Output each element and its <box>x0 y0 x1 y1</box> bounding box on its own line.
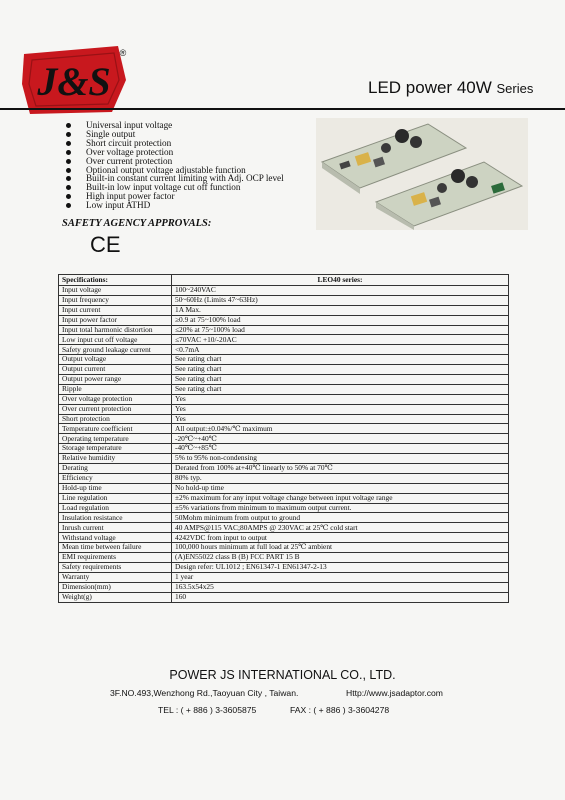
table-row <box>59 404 509 414</box>
table-row <box>59 414 509 424</box>
spec-value-cell: 40 AMPS@115 VAC;80AMPS @ 230VAC at 25℃ cold start <box>172 523 509 533</box>
spec-name-cell: Output current <box>59 365 172 375</box>
spec-value-cell: 1 year <box>172 572 509 582</box>
spec-name-cell: Warranty <box>59 572 172 582</box>
spec-name-cell: Safety requirements <box>59 562 172 572</box>
table-row <box>59 454 509 464</box>
table-row <box>59 335 509 345</box>
feature-item: Single output <box>66 130 284 139</box>
spec-name-cell: Derating <box>59 464 172 474</box>
spec-name-cell: Weight(g) <box>59 592 172 602</box>
feature-item: Short circuit protection <box>66 139 284 148</box>
logo-text: J&S <box>37 59 111 104</box>
spec-name-cell: Over voltage protection <box>59 394 172 404</box>
spec-value-cell: -40℃~+85℃ <box>172 444 509 454</box>
spec-value-cell: 100,000 hours minimum at full load at 25℃ ambient <box>172 543 509 553</box>
table-row <box>59 483 509 493</box>
table-row <box>59 394 509 404</box>
spec-value-cell: 50~60Hz (Limits 47~63Hz) <box>172 295 509 305</box>
spec-value-cell: ±2% maximum for any input voltage change between input voltage range <box>172 493 509 503</box>
spec-value-cell: 100~240VAC <box>172 286 509 296</box>
company-address: 3F.NO.493,Wenzhong Rd.,Taoyuan City , Taiwan. <box>110 688 299 698</box>
spec-name-cell: Operating temperature <box>59 434 172 444</box>
table-row <box>59 464 509 474</box>
spec-value-cell: 80% typ. <box>172 473 509 483</box>
spec-value-cell: ≤20% at 75~100% load <box>172 325 509 335</box>
table-header-name: Specifications: <box>59 275 172 286</box>
spec-value-cell: 5% to 95% non-condensing <box>172 454 509 464</box>
spec-name-cell: Ripple <box>59 384 172 394</box>
feature-item: Over voltage protection <box>66 148 284 157</box>
table-row <box>59 315 509 325</box>
table-header-value: LEO40 series: <box>172 275 509 286</box>
table-row <box>59 375 509 385</box>
feature-item: Over current protection <box>66 157 284 166</box>
spec-name-cell: Input total harmonic distortion <box>59 325 172 335</box>
spec-value-cell: 160 <box>172 592 509 602</box>
table-row <box>59 286 509 296</box>
ce-mark <box>90 232 124 261</box>
spec-value-cell: 1A Max. <box>172 305 509 315</box>
spec-value-cell: (A)EN55022 class B (B) FCC PART 15 B <box>172 553 509 563</box>
table-row <box>59 384 509 394</box>
spec-name-cell: EMI requirements <box>59 553 172 563</box>
spec-value-cell: 163.5x54x25 <box>172 582 509 592</box>
spec-name-cell: Relative humidity <box>59 454 172 464</box>
spec-name-cell: Input power factor <box>59 315 172 325</box>
spec-name-cell: Temperature coefficient <box>59 424 172 434</box>
spec-value-cell: See rating chart <box>172 375 509 385</box>
table-row <box>59 592 509 602</box>
table-row <box>59 355 509 365</box>
spec-name-cell: Output voltage <box>59 355 172 365</box>
table-row <box>59 295 509 305</box>
table-row <box>59 523 509 533</box>
table-row <box>59 513 509 523</box>
header-divider <box>0 108 565 110</box>
table-row <box>59 424 509 434</box>
spec-value-cell: <0.7mA <box>172 345 509 355</box>
registered-mark: ® <box>119 48 127 58</box>
spec-value-cell: 4242VDC from input to output <box>172 533 509 543</box>
product-photo <box>316 118 528 230</box>
spec-name-cell: Insulation resistance <box>59 513 172 523</box>
spec-name-cell: Input voltage <box>59 286 172 296</box>
table-row <box>59 493 509 503</box>
table-row <box>59 345 509 355</box>
series-title <box>368 78 533 98</box>
table-row <box>59 434 509 444</box>
company-telephone: TEL : ( + 886 ) 3-3605875 <box>158 705 257 715</box>
spec-name-cell: Short protection <box>59 414 172 424</box>
table-row <box>59 365 509 375</box>
spec-name-cell: Mean time between failure <box>59 543 172 553</box>
table-header-row <box>59 275 509 286</box>
table-row <box>59 553 509 563</box>
spec-name-cell: Low input cut off voltage <box>59 335 172 345</box>
specifications-table <box>58 274 509 603</box>
company-name: POWER JS INTERNATIONAL CO., LTD. <box>169 668 396 682</box>
spec-name-cell: Output power range <box>59 375 172 385</box>
spec-value-cell: See rating chart <box>172 355 509 365</box>
spec-name-cell: Hold-up time <box>59 483 172 493</box>
spec-value-cell: See rating chart <box>172 384 509 394</box>
safety-approvals-heading: SAFETY AGENCY APPROVALS: <box>62 218 212 229</box>
spec-value-cell: Yes <box>172 414 509 424</box>
feature-item: Built-in low input voltage cut off function <box>66 183 284 192</box>
spec-name-cell: Storage temperature <box>59 444 172 454</box>
feature-item: Low input ATHD <box>66 201 284 210</box>
spec-name-cell: Safety ground leakage current <box>59 345 172 355</box>
table-row <box>59 562 509 572</box>
spec-name-cell: Dimension(mm) <box>59 582 172 592</box>
feature-item: Universal input voltage <box>66 121 284 130</box>
spec-value-cell: No hold-up time <box>172 483 509 493</box>
table-row <box>59 444 509 454</box>
spec-name-cell: Efficiency <box>59 473 172 483</box>
table-row <box>59 572 509 582</box>
feature-item: High input power factor <box>66 192 284 201</box>
spec-value-cell: ≥0.9 at 75~100% load <box>172 315 509 325</box>
spec-name-cell: Line regulation <box>59 493 172 503</box>
spec-value-cell: Yes <box>172 394 509 404</box>
table-row <box>59 533 509 543</box>
spec-name-cell: Over current protection <box>59 404 172 414</box>
spec-name-cell: Withstand voltage <box>59 533 172 543</box>
spec-value-cell: -20℃~+40℃ <box>172 434 509 444</box>
table-row <box>59 473 509 483</box>
feature-item: Built-in constant current limiting with Adj. OCP level <box>66 174 284 183</box>
table-row <box>59 325 509 335</box>
company-website-link[interactable]: Http://www.jsadaptor.com <box>346 688 443 698</box>
spec-value-cell: ≤70VAC +10/-20AC <box>172 335 509 345</box>
series-title-suffix: Series <box>496 81 534 96</box>
spec-name-cell: Input current <box>59 305 172 315</box>
spec-value-cell: Yes <box>172 404 509 414</box>
table-row <box>59 543 509 553</box>
series-title-main: LED power 40W <box>368 78 492 97</box>
company-logo <box>22 44 130 116</box>
spec-name-cell: Inrush current <box>59 523 172 533</box>
table-row <box>59 503 509 513</box>
spec-name-cell: Input frequency <box>59 295 172 305</box>
spec-name-cell: Load regulation <box>59 503 172 513</box>
spec-value-cell: All output:±0.04%/℃ maximum <box>172 424 509 434</box>
spec-value-cell: Design refer: UL1012 ; EN61347-1 EN61347-2-13 <box>172 562 509 572</box>
table-row <box>59 582 509 592</box>
spec-value-cell: 50Mohm minimum from output to ground <box>172 513 509 523</box>
ce-mark-text: CE <box>90 232 121 256</box>
table-row <box>59 305 509 315</box>
feature-list <box>66 121 284 210</box>
spec-value-cell: See rating chart <box>172 365 509 375</box>
company-fax: FAX : ( + 886 ) 3-3604278 <box>290 705 390 715</box>
feature-item: Optional output voltage adjustable function <box>66 166 284 175</box>
spec-value-cell: ±5% variations from minimum to maximum output current. <box>172 503 509 513</box>
spec-value-cell: Derated from 100% at+40℃ linearly to 50% at 70℃ <box>172 464 509 474</box>
